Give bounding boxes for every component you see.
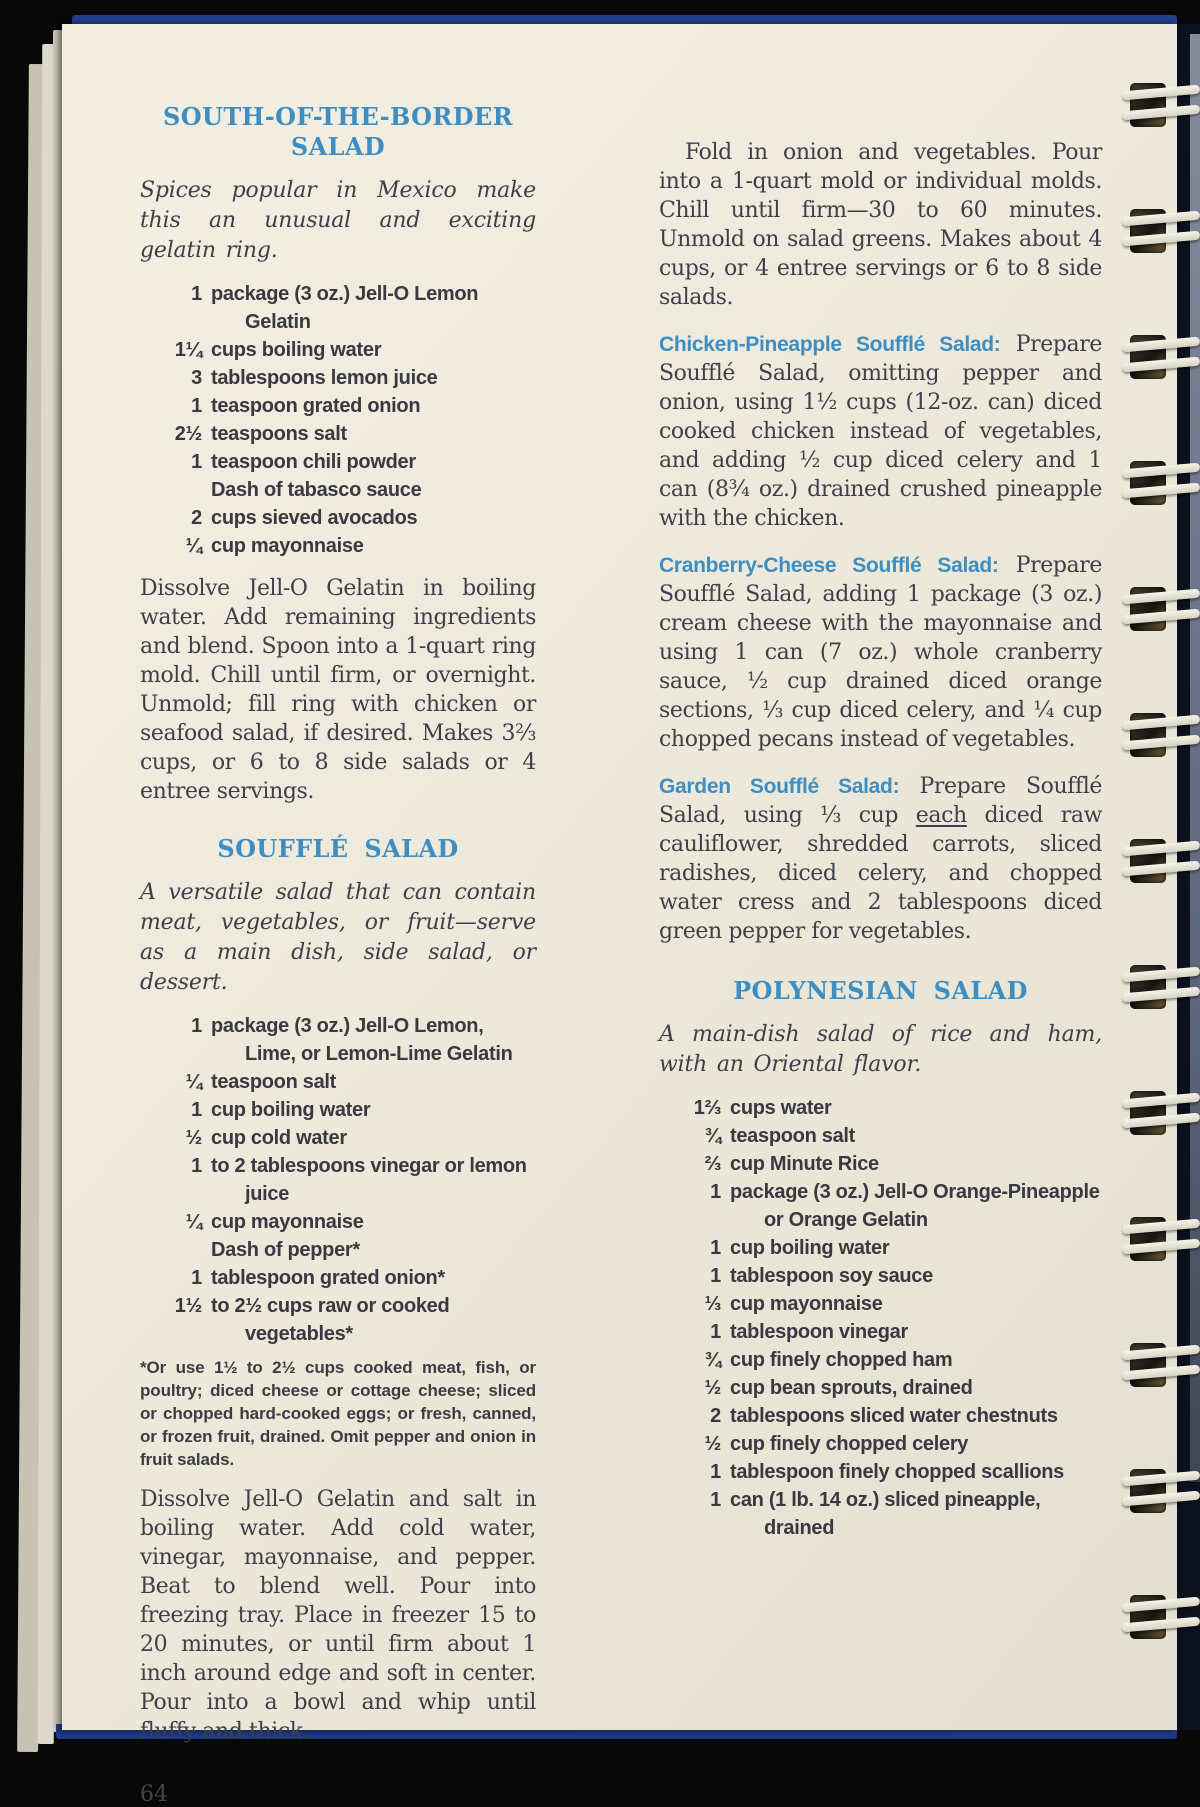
ingredient-row	[140, 1292, 536, 1348]
ingredient-text: package (3 oz.) Jell-O Lemon Gelatin	[211, 283, 479, 333]
ingredient-row	[659, 1290, 1102, 1318]
binding-ring	[1122, 1087, 1200, 1139]
ingredient-text: cups boiling water	[211, 339, 382, 361]
recipe-method: Dissolve Jell-O Gelatin in boiling water. Add remaining ingredients and blend. Spoon into a 1-quart ring mold. Chill until firm, or overnight. Unmold; fill ring with chicken or seafood salad, if desired. Makes 3⅔ cups, or 6 to 8 side salads or 4 entree servings.	[140, 576, 536, 804]
left-column	[140, 102, 536, 1807]
ingredient-row	[140, 364, 536, 392]
variant-body: Prepare Soufflé Salad, omitting pepper and onion, using 1½ cups (12-oz. can) diced cooked chicken instead of vegetables, and adding ½ cup diced celery and 1 can (8¾ oz.) drained crushed pineapple with the chicken.	[659, 332, 1102, 531]
ingredient-text: tablespoons sliced water chestnuts	[730, 1405, 1058, 1427]
ingredient-row	[659, 1262, 1102, 1290]
ingredient-row	[140, 504, 536, 532]
recipe-variant	[659, 551, 1102, 754]
ingredient-text: cups water	[730, 1097, 832, 1119]
ingredient-quantity: 1	[710, 1181, 721, 1203]
recipe-variant	[659, 330, 1102, 533]
ingredient-quantity: ¼	[185, 1071, 202, 1093]
recipe-intro: A main-dish salad of rice and ham, with an Oriental flavor.	[659, 1022, 1102, 1077]
ingredient-quantity: 1	[710, 1321, 721, 1343]
ingredient-quantity: 1	[191, 1015, 202, 1037]
ingredient-text: teaspoon grated onion	[211, 395, 421, 417]
ingredient-quantity: 1	[191, 1155, 202, 1177]
ingredient-text: package (3 oz.) Jell-O Orange-Pineapple or Orange Gelatin	[730, 1181, 1100, 1231]
ingredient-quantity	[140, 476, 211, 504]
ingredient-text: can (1 lb. 14 oz.) sliced pineapple, drained	[730, 1489, 1041, 1539]
variant-list	[659, 330, 1102, 946]
souffle-method-continuation: Fold in onion and vegetables. Pour into a 1-quart mold or individual molds. Chill until firm—30 to 60 minutes. Unmold on salad greens. Makes about 4 cups, or 4 entree servings or 6 to 8 side salads.	[659, 140, 1102, 310]
ingredient-quantity: 1	[191, 451, 202, 473]
recipe-polynesian-salad	[659, 976, 1102, 1542]
ingredient-row	[659, 1150, 1102, 1178]
ingredient-quantity: ½	[704, 1433, 721, 1455]
ingredient-quantity: ¾	[704, 1125, 721, 1147]
ingredient-row	[140, 1236, 536, 1264]
recipe-title: SOUFFLÉ SALAD	[217, 834, 459, 863]
ingredient-row	[659, 1234, 1102, 1262]
ingredient-text: tablespoons lemon juice	[211, 367, 438, 389]
ingredient-quantity: ½	[185, 1127, 202, 1149]
ingredient-text: cup cold water	[211, 1127, 347, 1149]
ingredient-quantity: 1	[191, 1099, 202, 1121]
binding-ring	[1122, 205, 1200, 257]
ingredient-quantity: 2½	[174, 423, 202, 445]
ingredient-row	[140, 1152, 536, 1208]
recipe-intro: A versatile salad that can contain meat, vegetables, or fruit—serve as a main dish, side salad, or dessert.	[140, 880, 536, 995]
ingredient-row	[140, 420, 536, 448]
ingredient-quantity: ⅔	[704, 1153, 721, 1175]
ingredient-row	[140, 1124, 536, 1152]
binding-ring	[1122, 331, 1200, 383]
ingredient-text: cup mayonnaise	[211, 1211, 364, 1233]
ingredient-row	[659, 1094, 1102, 1122]
ingredient-text: teaspoon salt	[730, 1125, 856, 1147]
ingredient-quantity: 1	[191, 395, 202, 417]
right-column	[659, 138, 1102, 1548]
variant-title: Chicken-Pineapple Soufflé Salad:	[659, 333, 1001, 356]
ingredient-row	[659, 1486, 1102, 1542]
ingredient-text: to 2 tablespoons vinegar or lemon juice	[211, 1155, 527, 1205]
ingredient-text: teaspoons salt	[211, 423, 347, 445]
ingredient-text: tablespoon grated onion*	[211, 1267, 445, 1289]
page-number: 64	[140, 1782, 168, 1807]
ingredient-row	[140, 532, 536, 560]
recipe-title: SOUTH-OF-THE-BORDER SALAD	[163, 102, 513, 161]
binding-ring	[1122, 961, 1200, 1013]
ingredient-text: cup Minute Rice	[730, 1153, 879, 1175]
binding-ring	[1122, 1339, 1200, 1391]
ingredient-quantity: 1	[191, 1267, 202, 1289]
variant-title: Cranberry-Cheese Soufflé Salad:	[659, 554, 999, 577]
ingredient-row	[659, 1122, 1102, 1150]
ingredient-row	[659, 1346, 1102, 1374]
ingredient-row	[140, 280, 536, 336]
ingredient-text: cup finely chopped ham	[730, 1349, 953, 1371]
variant-body: diced raw cauliflower, shredded carrots, sliced radishes, diced celery, and chopped water cress and 2 tablespoons diced green pepper for vegetables.	[659, 803, 1102, 944]
recipe-variant	[659, 772, 1102, 946]
ingredient-row	[140, 1012, 536, 1068]
ingredient-row	[140, 476, 536, 504]
ingredient-quantity: 1	[710, 1265, 721, 1287]
ingredient-row	[140, 392, 536, 420]
binding-ring	[1122, 79, 1200, 131]
ingredient-quantity: 1	[710, 1461, 721, 1483]
ingredient-row	[140, 1208, 536, 1236]
ingredient-quantity: ⅓	[704, 1293, 721, 1315]
ingredient-row	[659, 1402, 1102, 1430]
ingredient-text: package (3 oz.) Jell-O Lemon, Lime, or Lemon-Lime Gelatin	[211, 1015, 513, 1065]
ingredient-text: cup mayonnaise	[211, 535, 364, 557]
ingredient-quantity: 1	[191, 283, 202, 305]
ingredient-text: cup bean sprouts, drained	[730, 1377, 973, 1399]
recipe-title: POLYNESIAN SALAD	[733, 976, 1028, 1005]
recipe-intro: Spices popular in Mexico make this an unusual and exciting gelatin ring.	[140, 178, 536, 263]
ingredient-text: Dash of pepper*	[211, 1239, 360, 1261]
ingredient-text: cup boiling water	[211, 1099, 371, 1121]
ingredient-quantity: ¼	[185, 1211, 202, 1233]
binding-ring	[1122, 709, 1200, 761]
ingredient-list	[140, 280, 536, 560]
recipe-south-of-the-border-salad	[140, 102, 536, 806]
ingredient-text: teaspoon chili powder	[211, 451, 416, 473]
ingredient-quantity	[140, 1236, 211, 1264]
ingredient-quantity: 1	[710, 1237, 721, 1259]
recipe-method: Dissolve Jell-O Gelatin and salt in boiling water. Add cold water, vinegar, mayonnaise, and pepper. Beat to blend well. Pour into freezing tray. Place in freezer 15 to 20 minutes, or until firm about 1 inch around edge and soft in center. Pour into a bowl and whip until fluffy and thick.	[140, 1487, 536, 1744]
ingredient-list	[659, 1094, 1102, 1542]
ingredient-row	[140, 448, 536, 476]
binding-ring	[1122, 457, 1200, 509]
variant-body: Prepare Soufflé Salad, using ⅓ cup	[659, 774, 1102, 828]
ingredient-row	[659, 1318, 1102, 1346]
ingredient-text: tablespoon finely chopped scallions	[730, 1461, 1065, 1483]
ingredient-quantity: 3	[191, 367, 202, 389]
ingredient-row	[659, 1178, 1102, 1234]
ingredient-quantity: 1	[710, 1489, 721, 1511]
ingredient-text: tablespoon vinegar	[730, 1321, 908, 1343]
binding-ring	[1122, 1591, 1200, 1643]
ingredient-row	[140, 1264, 536, 1292]
cookbook-page	[62, 24, 1177, 1807]
ingredient-text: teaspoon salt	[211, 1071, 337, 1093]
ingredient-quantity: ½	[704, 1377, 721, 1399]
variant-title: Garden Soufflé Salad:	[659, 775, 900, 798]
ingredient-text: cups sieved avocados	[211, 507, 418, 529]
ingredient-quantity: ¾	[704, 1349, 721, 1371]
ingredient-row	[659, 1458, 1102, 1486]
binding-ring	[1122, 835, 1200, 887]
recipe-souffle-salad	[140, 834, 536, 1746]
ingredient-text: Dash of tabasco sauce	[211, 479, 422, 501]
variant-body: Prepare Soufflé Salad, adding 1 package (3 oz.) cream cheese with the mayonnaise and using 1 can (7 oz.) whole cranberry sauce, ½ cup drained diced orange sections, ⅓ cup diced celery, and ¼ cup chopped pecans instead of vegetables.	[659, 553, 1102, 752]
ingredient-row	[140, 1068, 536, 1096]
binding-ring	[1122, 1213, 1200, 1265]
ingredient-row	[659, 1430, 1102, 1458]
recipe-footnote: *Or use 1½ to 2½ cups cooked meat, fish, or poultry; diced cheese or cottage cheese; sliced or chopped hard-cooked eggs; or fresh, canned, or frozen fruit, drained. Omit pepper and onion in fruit salads.	[140, 1358, 536, 1469]
ingredient-quantity: ¼	[185, 535, 202, 557]
binding-ring	[1122, 583, 1200, 635]
ingredient-row	[140, 1096, 536, 1124]
ingredient-row	[140, 336, 536, 364]
variant-underlined-word: each	[915, 803, 967, 828]
ingredient-text: cup finely chopped celery	[730, 1433, 969, 1455]
binding-ring	[1122, 1465, 1200, 1517]
ingredient-quantity: 2	[710, 1405, 721, 1427]
ingredient-quantity: 2	[191, 507, 202, 529]
ingredient-quantity: 1⅔	[693, 1097, 721, 1119]
ingredient-text: cup mayonnaise	[730, 1293, 883, 1315]
ingredient-quantity: 1½	[174, 1295, 202, 1317]
ingredient-text: cup boiling water	[730, 1237, 890, 1259]
ingredient-text: to 2½ cups raw or cooked vegetables*	[211, 1295, 450, 1345]
ingredient-text: tablespoon soy sauce	[730, 1265, 933, 1287]
ingredient-list	[140, 1012, 536, 1348]
ingredient-quantity: 1¼	[174, 339, 202, 361]
ingredient-row	[659, 1374, 1102, 1402]
